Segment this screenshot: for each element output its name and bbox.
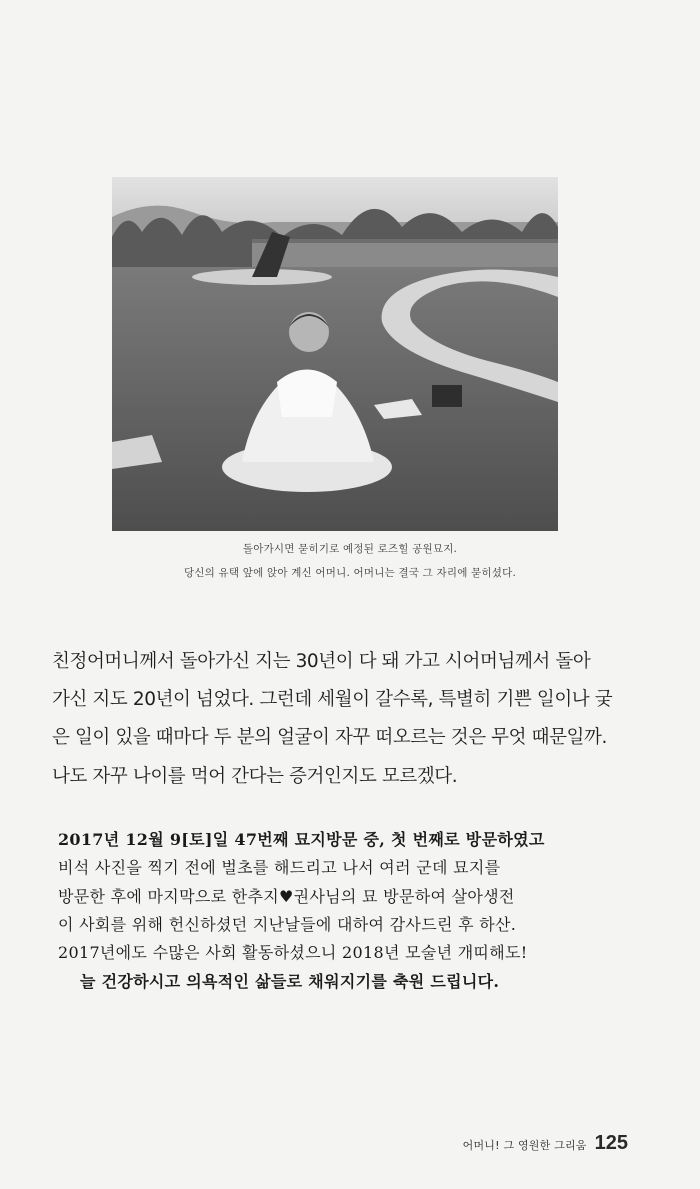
page-footer [463,1132,628,1155]
note-line-5: 2017년에도 수많은 사회 활동하셨으니 2018년 모술년 개띠해도! [58,943,528,962]
page-number: 125 [594,1132,628,1154]
note-line-6: 늘 건강하시고 의욕적인 삶들로 채워지기를 축원 드립니다. [80,972,500,991]
cemetery-photo [112,177,558,531]
note-line-2: 비석 사진을 찍기 전에 벌초를 해드리고 나서 여러 군데 묘지를 [58,858,501,877]
running-title: 어머니! 그 영원한 그리움 [462,1139,587,1152]
photo-caption-line-2: 당신의 유택 앞에 앉아 계신 어머니. 어머니는 결국 그 자리에 묻히셨다. [183,567,517,579]
note-line-4: 이 사회를 위해 헌신하셨던 지난날들에 대하여 감사드린 후 하산. [58,915,517,934]
paragraph-line-4: 나도 자꾸 나이를 먹어 간다는 증거인지도 모르겠다. [52,766,458,787]
note-line-3: 방문한 후에 마지막으로 한추지♥권사님의 묘 방문하여 살아생전 [58,887,515,906]
note-line-1: 2017년 12월 9[토]일 47번째 묘지방문 중, 첫 번째로 방문하였고 [58,830,545,849]
paragraph-line-3: 은 일이 있을 때마다 두 분의 얼굴이 자꾸 떠오르는 것은 무엇 때문일까. [52,727,607,748]
photo-illustration [112,177,558,531]
photo-caption-line-1: 돌아가시면 묻히기로 예정된 로즈힐 공원묘지. [242,543,458,555]
paragraph-line-1: 친정어머니께서 돌아가신 지는 30년이 다 돼 가고 시어머님께서 돌아 [52,651,591,672]
paragraph-line-2: 가신 지도 20년이 넘었다. 그런데 세월이 갈수록, 특별히 기쁜 일이나 궂 [52,689,613,710]
